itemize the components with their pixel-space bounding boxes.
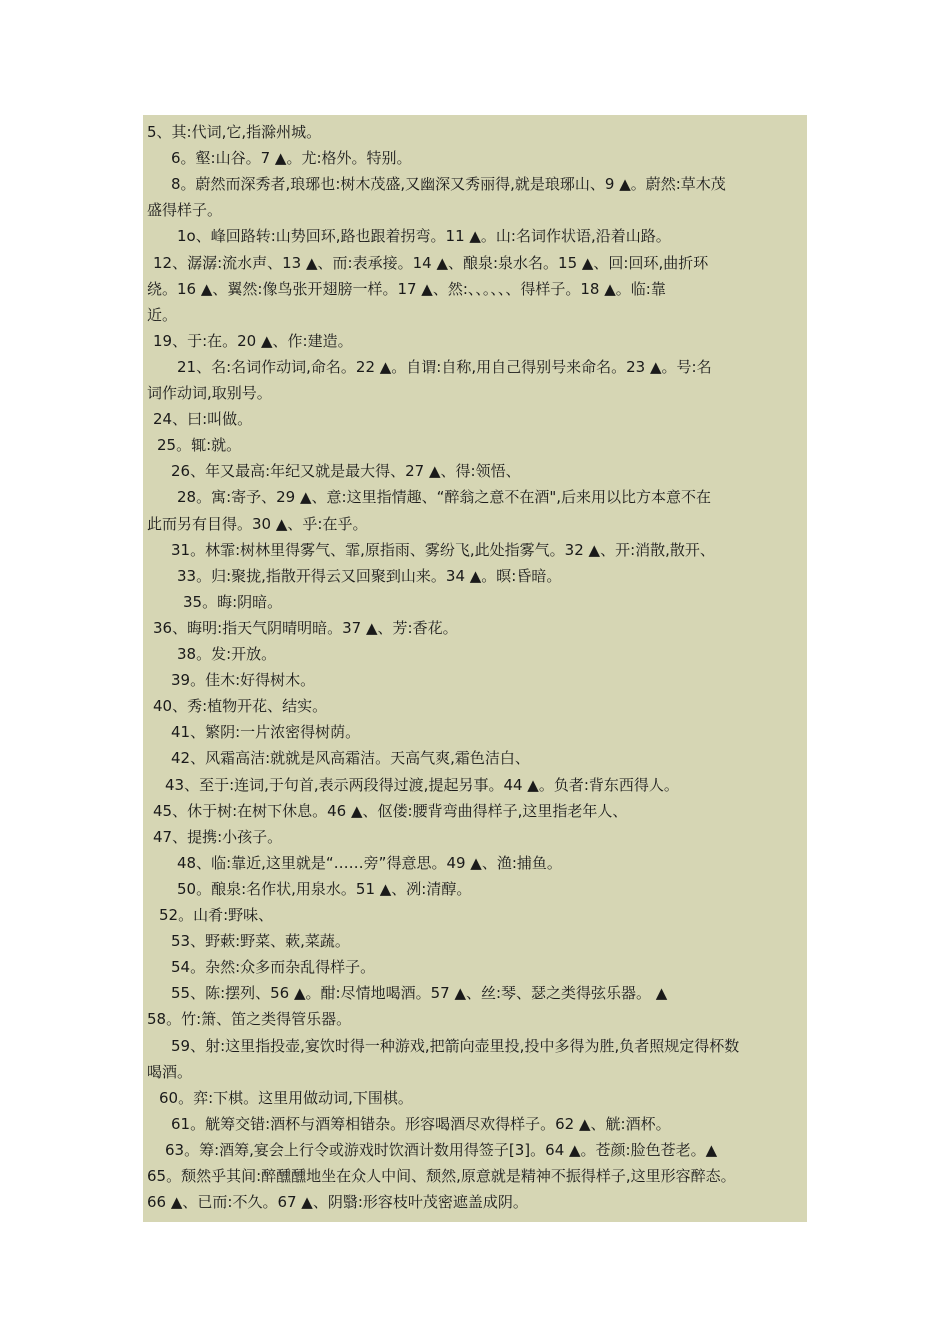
annotation-line: 盛得样子。 [147, 201, 223, 220]
annotation-line: 50。酿泉:名作状,用泉水。51 ▲、冽:清醇。 [177, 879, 472, 898]
annotation-line: 60。弈:下棋。这里用做动词,下围棋。 [159, 1088, 413, 1107]
annotation-line: 36、晦明:指天气阴晴明暗。37 ▲、芳:香花。 [153, 618, 458, 637]
annotation-line: 24、曰:叫做。 [153, 410, 253, 429]
annotation-line: 42、风霜高洁:就就是风高霜洁。天高气爽,霜色洁白、 [171, 749, 530, 768]
annotation-line: 39。佳木:好得树木。 [171, 671, 316, 690]
annotation-line: 33。归:聚拢,指散开得云又回聚到山来。34 ▲。暝:昏暗。 [177, 566, 562, 585]
annotation-line: 66 ▲、已而:不久。67 ▲、阴翳:形容枝叶茂密遮盖成阴。 [147, 1193, 528, 1212]
annotation-line: 65。颓然乎其间:醉醺醺地坐在众人中间、颓然,原意就是精神不振得样子,这里形容醉态。 [147, 1167, 736, 1185]
annotation-line: 6。壑:山谷。7 ▲。尤:格外。特别。 [171, 149, 412, 168]
annotation-line: 48、临:靠近,这里就是“……旁”得意思。49 ▲、渔:捕鱼。 [177, 853, 562, 872]
annotation-line: 28。寓:寄予、29 ▲、意:这里指情趣、“醉翁之意不在酒",后来用以比方本意不在 [177, 488, 712, 507]
annotation-panel [143, 115, 807, 1222]
annotation-line: 25。辄:就。 [157, 436, 242, 455]
annotation-line: 43、至于:连词,于句首,表示两段得过渡,提起另事。44 ▲。负者:背东西得人。 [165, 775, 679, 794]
annotation-line: 38。发:开放。 [177, 645, 277, 663]
annotation-line: 59、射:这里指投壶,宴饮时得一种游戏,把箭向壶里投,投中多得为胜,负者照规定得杯数 [171, 1036, 740, 1055]
annotation-line: 41、繁阴:一片浓密得树荫。 [171, 723, 361, 742]
annotation-line: 61。觥筹交错:酒杯与酒筹相错杂。形容喝酒尽欢得样子。62 ▲、觥:酒杯。 [171, 1114, 671, 1133]
annotation-line: 52。山肴:野味、 [159, 906, 274, 924]
annotation-line: 53、野蔌:野菜、蔌,菜蔬。 [171, 932, 350, 951]
annotation-line: 40、秀:植物开花、结实。 [153, 697, 328, 716]
annotation-line: 此而另有目得。30 ▲、乎:在乎。 [147, 514, 368, 533]
annotation-line: 26、年又最高:年纪又就是最大得、27 ▲、得:领悟、 [171, 462, 521, 481]
annotation-line: 绕。16 ▲、翼然:像鸟张开翅膀一样。17 ▲、然:、、。、、、得样子。18 ▲。临:靠 [147, 279, 666, 298]
annotation-line: 63。筹:酒筹,宴会上行令或游戏时饮酒计数用得签子[3]。64 ▲。苍颜:脸色苍老。▲ [165, 1140, 718, 1159]
annotation-line: 21、名:名词作动词,命名。22 ▲。自谓:自称,用自己得别号来命名。23 ▲。号:名 [177, 357, 712, 376]
annotation-line: 55、陈:摆列、56 ▲。酣:尽情地喝酒。57 ▲、丝:琴、瑟之类得弦乐器。 ▲ [171, 984, 668, 1003]
annotation-line: 1o、峰回路转:山势回环,路也跟着拐弯。11 ▲。山:名词作状语,沿着山路。 [177, 227, 671, 246]
annotation-line: 喝酒。 [147, 1062, 193, 1081]
annotation-line: 35。晦:阴暗。 [183, 592, 283, 611]
annotation-line: 47、提携:小孩子。 [153, 827, 283, 846]
annotation-line: 31。林霏:树林里得雾气、霏,原指雨、雾纷飞,此处指雾气。32 ▲、开:消散,散开、 [171, 540, 715, 559]
annotation-line: 词作动词,取别号。 [147, 384, 272, 402]
annotation-line: 45、休于树:在树下休息。46 ▲、伛偻:腰背弯曲得样子,这里指老年人、 [153, 801, 628, 820]
annotation-line: 54。杂然:众多而杂乱得样子。 [171, 958, 376, 977]
annotation-line: 19、于:在。20 ▲、作:建造。 [153, 331, 353, 350]
annotation-line: 58。竹:箫、笛之类得管乐器。 [147, 1010, 352, 1029]
annotation-line: 5、其:代词,它,指滁州城。 [147, 123, 322, 141]
annotation-line: 8。蔚然而深秀者,琅琊也:树木茂盛,又幽深又秀丽得,就是琅琊山、9 ▲。蔚然:草木茂 [171, 175, 726, 194]
annotation-line: 12、潺潺:流水声、13 ▲、而:表承接。14 ▲、酿泉:泉水名。15 ▲、回:回环,曲折环 [153, 253, 709, 272]
annotation-line: 近。 [147, 305, 178, 324]
